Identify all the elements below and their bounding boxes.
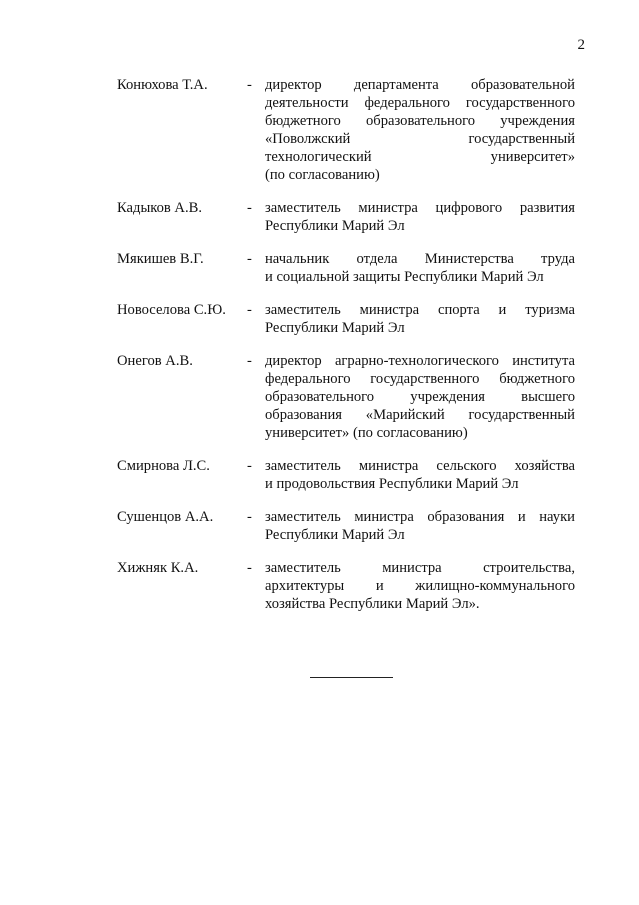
separator-dash: - bbox=[247, 77, 252, 93]
position-line: Республики Марий Эл bbox=[265, 527, 405, 543]
member-name: Кадыков А.В. bbox=[117, 200, 203, 216]
position-line: начальник отдела Министерства труда bbox=[265, 251, 575, 267]
separator-dash: - bbox=[247, 560, 252, 576]
position-line: федерального государственного бюджетного bbox=[265, 371, 575, 387]
position-line: «Поволжский государственный bbox=[265, 131, 575, 147]
separator-dash: - bbox=[247, 200, 252, 216]
position-line: и социальной защиты Республики Марий Эл bbox=[265, 269, 544, 285]
position-line: заместитель министра спорта и туризма bbox=[265, 302, 575, 318]
position-line: Республики Марий Эл bbox=[265, 218, 405, 234]
position-line: образования «Марийский государственный bbox=[265, 407, 575, 423]
position-line: деятельности федерального государственного bbox=[265, 95, 575, 111]
position-line: бюджетного образовательного учреждения bbox=[265, 113, 575, 129]
position-line: архитектуры и жилищно-коммунального bbox=[265, 578, 575, 594]
separator-dash: - bbox=[247, 353, 252, 369]
member-entry bbox=[117, 559, 575, 613]
member-name: Новоселова С.Ю. bbox=[117, 302, 226, 318]
position-line: (по согласованию) bbox=[265, 167, 380, 183]
position-line: университет» (по согласованию) bbox=[265, 425, 468, 441]
member-position bbox=[265, 199, 575, 235]
position-line: технологический университет» bbox=[265, 149, 575, 165]
position-line: директор аграрно-технологического института bbox=[265, 353, 575, 369]
position-line: заместитель министра строительства, bbox=[265, 560, 575, 576]
member-position bbox=[265, 250, 575, 286]
member-position bbox=[265, 559, 575, 613]
member-entry bbox=[117, 508, 575, 544]
member-entry bbox=[117, 457, 575, 493]
position-line: заместитель министра сельского хозяйства bbox=[265, 458, 575, 474]
member-position bbox=[265, 508, 575, 544]
position-line: и продовольствия Республики Марий Эл bbox=[265, 476, 519, 492]
member-entry bbox=[117, 250, 575, 286]
member-name: Смирнова Л.С. bbox=[117, 458, 210, 474]
member-entry bbox=[117, 352, 575, 442]
member-name: Онегов А.В. bbox=[117, 353, 193, 369]
member-name: Хижняк К.А. bbox=[117, 560, 199, 576]
closing-rule bbox=[310, 677, 393, 678]
member-entry bbox=[117, 301, 575, 337]
member-entry bbox=[117, 199, 575, 235]
member-entry bbox=[117, 76, 575, 184]
separator-dash: - bbox=[247, 302, 252, 318]
position-line: заместитель министра образования и науки bbox=[265, 509, 575, 525]
member-position bbox=[265, 352, 575, 442]
member-position bbox=[265, 76, 575, 184]
member-position bbox=[265, 301, 575, 337]
separator-dash: - bbox=[247, 458, 252, 474]
member-name: Мякишев В.Г. bbox=[117, 251, 204, 267]
position-line: Республики Марий Эл bbox=[265, 320, 405, 336]
position-line: директор департамента образовательной bbox=[265, 77, 575, 93]
member-name: Конюхова Т.А. bbox=[117, 77, 208, 93]
member-list bbox=[117, 76, 575, 628]
page-number: 2 bbox=[577, 37, 585, 53]
position-line: образовательного учреждения высшего bbox=[265, 389, 575, 405]
position-line: хозяйства Республики Марий Эл». bbox=[265, 596, 480, 612]
member-name: Сушенцов А.А. bbox=[117, 509, 214, 525]
separator-dash: - bbox=[247, 509, 252, 525]
member-position bbox=[265, 457, 575, 493]
separator-dash: - bbox=[247, 251, 252, 267]
position-line: заместитель министра цифрового развития bbox=[265, 200, 575, 216]
